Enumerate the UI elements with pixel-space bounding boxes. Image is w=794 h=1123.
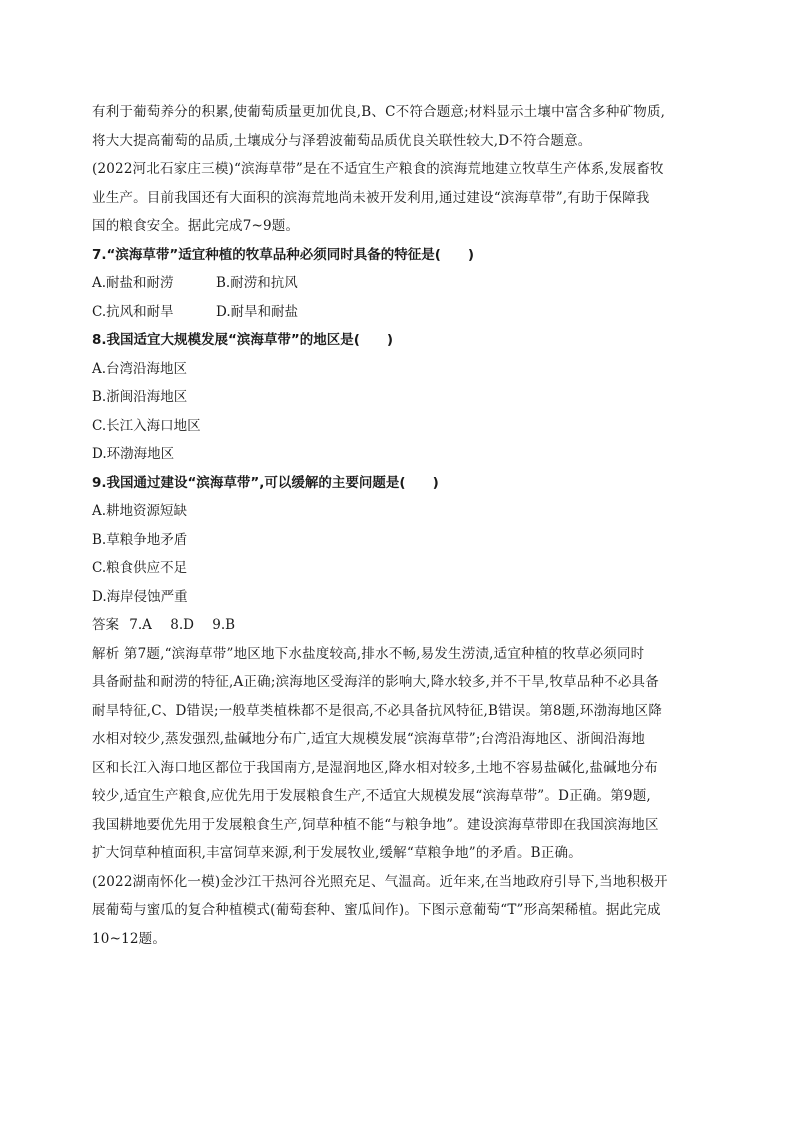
answer-item: 7.A [129,617,152,633]
option-b: B.草粮争地矛盾 [92,531,188,548]
option-d: D.耐旱和耐盐 [216,303,299,320]
text-line: 10~12题。 [92,930,167,947]
question-7-title: 7.“滨海草带”适宜种植的牧草品种必须同时具备的特征是( ) [92,246,475,263]
option-a: A.台湾沿海地区 [92,360,188,377]
option-d: D.环渤海地区 [92,446,175,462]
answer-item: 8.D [170,617,194,633]
text-line: 区和长江入海口地区都位于我国南方,是湿润地区,降水相对较多,土地不容易盐碱化,盐碱地分布 [92,759,658,776]
text-line: 解析 第7题,“滨海草带”地区地下水盐度较高,排水不畅,易发生涝渍,适宜种植的牧草必须同时 [92,645,645,662]
text-line: 扩大饲草种植面积,丰富饲草来源,利于发展牧业,缓解“草粮争地”的矛盾。B正确。 [92,845,582,861]
question-7 [92,241,710,327]
text-line: 耐旱特征,C、D错误;一般草类植株都不是很高,不必具备抗风特征,B错误。第8题,环渤海地区降 [92,702,663,719]
intro-paragraph [92,98,710,155]
text-line: 有利于葡萄养分的积累,使葡萄质量更加优良,B、C不符合题意;材料显示土壤中富含多种矿物质, [92,104,666,120]
text-line: 业生产。目前我国还有大面积的滨海荒地尚未被开发利用,通过建设“滨海草带”,有助于保障我 [92,189,650,206]
text-line: 将大大提高葡萄的品质,土壤成分与泽碧波葡萄品质优良关联性较大,D不符合题意。 [92,132,592,149]
answer-row [92,611,710,640]
option-a: A.耕地资源短缺 [92,503,188,519]
text-line: 国的粮食安全。据此完成7~9题。 [92,218,300,234]
question-8 [92,326,710,469]
text-line: (2022湖南怀化一模)金沙江干热河谷光照充足、气温高。近年来,在当地政府引导下,当地积极开 [92,873,668,890]
text-line: 较少,适宜生产粮食,应优先用于发展粮食生产,不适宜大规模发展“滨海草带”。D正确。第9题, [92,788,651,804]
answer-label: 答案 [92,617,119,633]
question-8-title: 8.我国适宜大规模发展“滨海草带”的地区是( ) [92,332,394,348]
option-c: C.抗风和耐旱 [92,303,174,320]
option-c: C.粮食供应不足 [92,560,188,576]
option-b: B.浙闽沿海地区 [92,389,188,405]
question-7-options-row-2 [92,298,710,327]
text-line: (2022河北石家庄三模)“滨海草带”是在不适宜生产粮食的滨海荒地建立牧草生产体系,发展畜牧 [92,161,664,177]
text-line: 具备耐盐和耐涝的特征,A正确;滨海地区受海洋的影响大,降水较多,并不干旱,牧草品种不必具备 [92,674,659,690]
analysis-paragraph [92,640,710,868]
option-b: B.耐涝和抗风 [216,275,298,291]
passage-1 [92,155,710,241]
text-line: 水相对较少,蒸发强烈,盐碱地分布广,适宜大规模发展“滨海草带”;台湾沿海地区、浙闽沿海地 [92,731,646,747]
passage-2 [92,868,710,954]
question-7-options-row-1 [92,269,710,298]
text-line: 我国耕地要优先用于发展粮食生产,饲草种植不能“与粮争地”。建设滨海草带即在我国滨海地区 [92,816,659,833]
option-c: C.长江入海口地区 [92,417,201,434]
option-d: D.海岸侵蚀严重 [92,588,188,605]
document-page [92,98,710,953]
text-line: 展葡萄与蜜瓜的复合种植模式(葡萄套种、蜜瓜间作)。下图示意葡萄“T”形高架稀植。据此完成 [92,902,661,918]
question-9-title: 9.我国通过建设“滨海草带”,可以缓解的主要问题是( ) [92,474,439,491]
option-a: A.耐盐和耐涝 [92,275,174,291]
answer-item: 9.B [212,617,236,633]
question-9 [92,469,710,612]
